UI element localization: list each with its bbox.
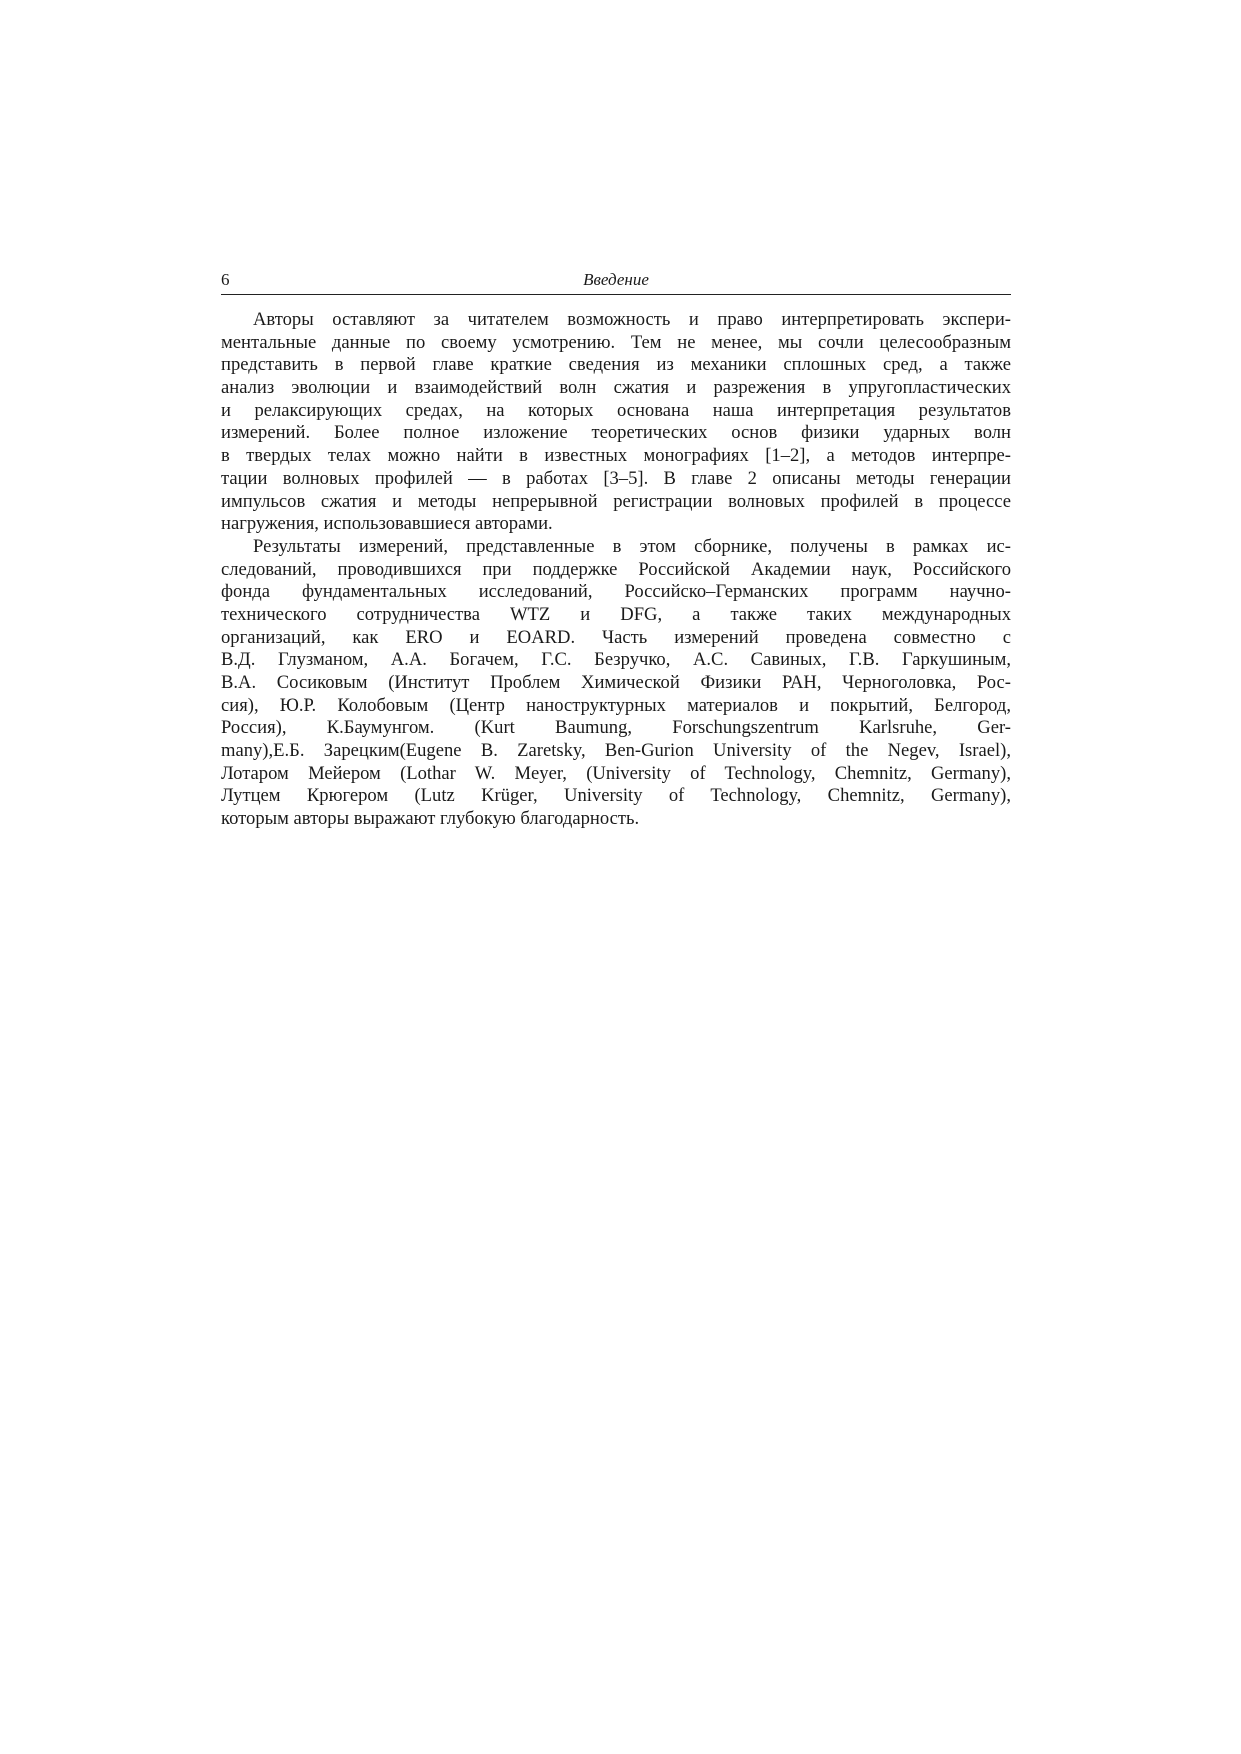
text-line: и релаксирующих средах, на которых основана наша интерпретация результатов — [221, 399, 1011, 421]
text-line: анализ эволюции и взаимодействий волн сжатия и разрежения в упругопластических — [221, 377, 1011, 399]
text-line: many),Е.Б. Зарецким(Eugene B. Zaretsky, Ben-Gurion University of the Negev, Israel), — [221, 740, 1011, 762]
text-line: В.А. Сосиковым (Институт Проблем Химической Физики РАН, Черноголовка, Рос- — [221, 672, 1011, 693]
page-number: 6 — [221, 270, 230, 289]
text-line: сия), Ю.Р. Колобовым (Центр наноструктурных материалов и покрытий, Белгород, — [221, 694, 1011, 716]
running-title: Введение — [583, 270, 649, 289]
text-line: представить в первой главе краткие сведения из механики сплошных сред, а также — [221, 354, 1011, 376]
paragraph — [221, 536, 1011, 831]
text-line: измерений. Более полное изложение теоретических основ физики ударных волн — [221, 422, 1011, 444]
running-header — [221, 268, 1011, 295]
text-line: фонда фундаментальных исследований, Российско–Германских программ научно- — [221, 581, 1011, 603]
text-line: в твердых телах можно найти в известных монографиях [1–2], а методов интерпре- — [221, 445, 1011, 467]
text-line: следований, проводившихся при поддержке Российской Академии наук, Российского — [221, 558, 1011, 580]
text-line: которым авторы выражают глубокую благодарность. — [221, 808, 640, 830]
text-line: импульсов сжатия и методы непрерывной регистрации волновых профилей в процессе — [221, 490, 1011, 512]
paragraph — [221, 309, 1011, 536]
text-line: Лотаром Мейером (Lothar W. Meyer, (University of Technology, Chemnitz, Germany), — [221, 762, 1011, 784]
text-line: Авторы оставляют за читателем возможность и право интерпретировать экспери- — [253, 309, 1011, 330]
text-line: ментальные данные по своему усмотрению. Тем не менее, мы сочли целесообразным — [221, 331, 1011, 353]
text-line: Результаты измерений, представленные в этом сборнике, получены в рамках ис- — [253, 535, 1011, 557]
text-line: технического сотрудничества WTZ и DFG, а также таких международных — [221, 603, 1011, 625]
text-line: Россия), К.Баумунгом. (Kurt Baumung, Forschungszentrum Karlsruhe, Ger- — [221, 717, 1011, 739]
document-page — [221, 268, 1011, 831]
text-line: организаций, как ERO и EOARD. Часть измерений проведена совместно с — [221, 626, 1011, 648]
text-line: тации волновых профилей — в работах [3–5]. В главе 2 описаны методы генерации — [221, 467, 1011, 489]
text-line: Лутцем Крюгером (Lutz Krüger, University of Technology, Chemnitz, Germany), — [221, 785, 1011, 807]
body-text — [221, 309, 1011, 831]
text-line: В.Д. Глузманом, А.А. Богачем, Г.С. Безручко, А.С. Савиных, Г.В. Гаркушиным, — [221, 649, 1011, 671]
text-line: нагружения, использовавшиеся авторами. — [221, 513, 553, 535]
